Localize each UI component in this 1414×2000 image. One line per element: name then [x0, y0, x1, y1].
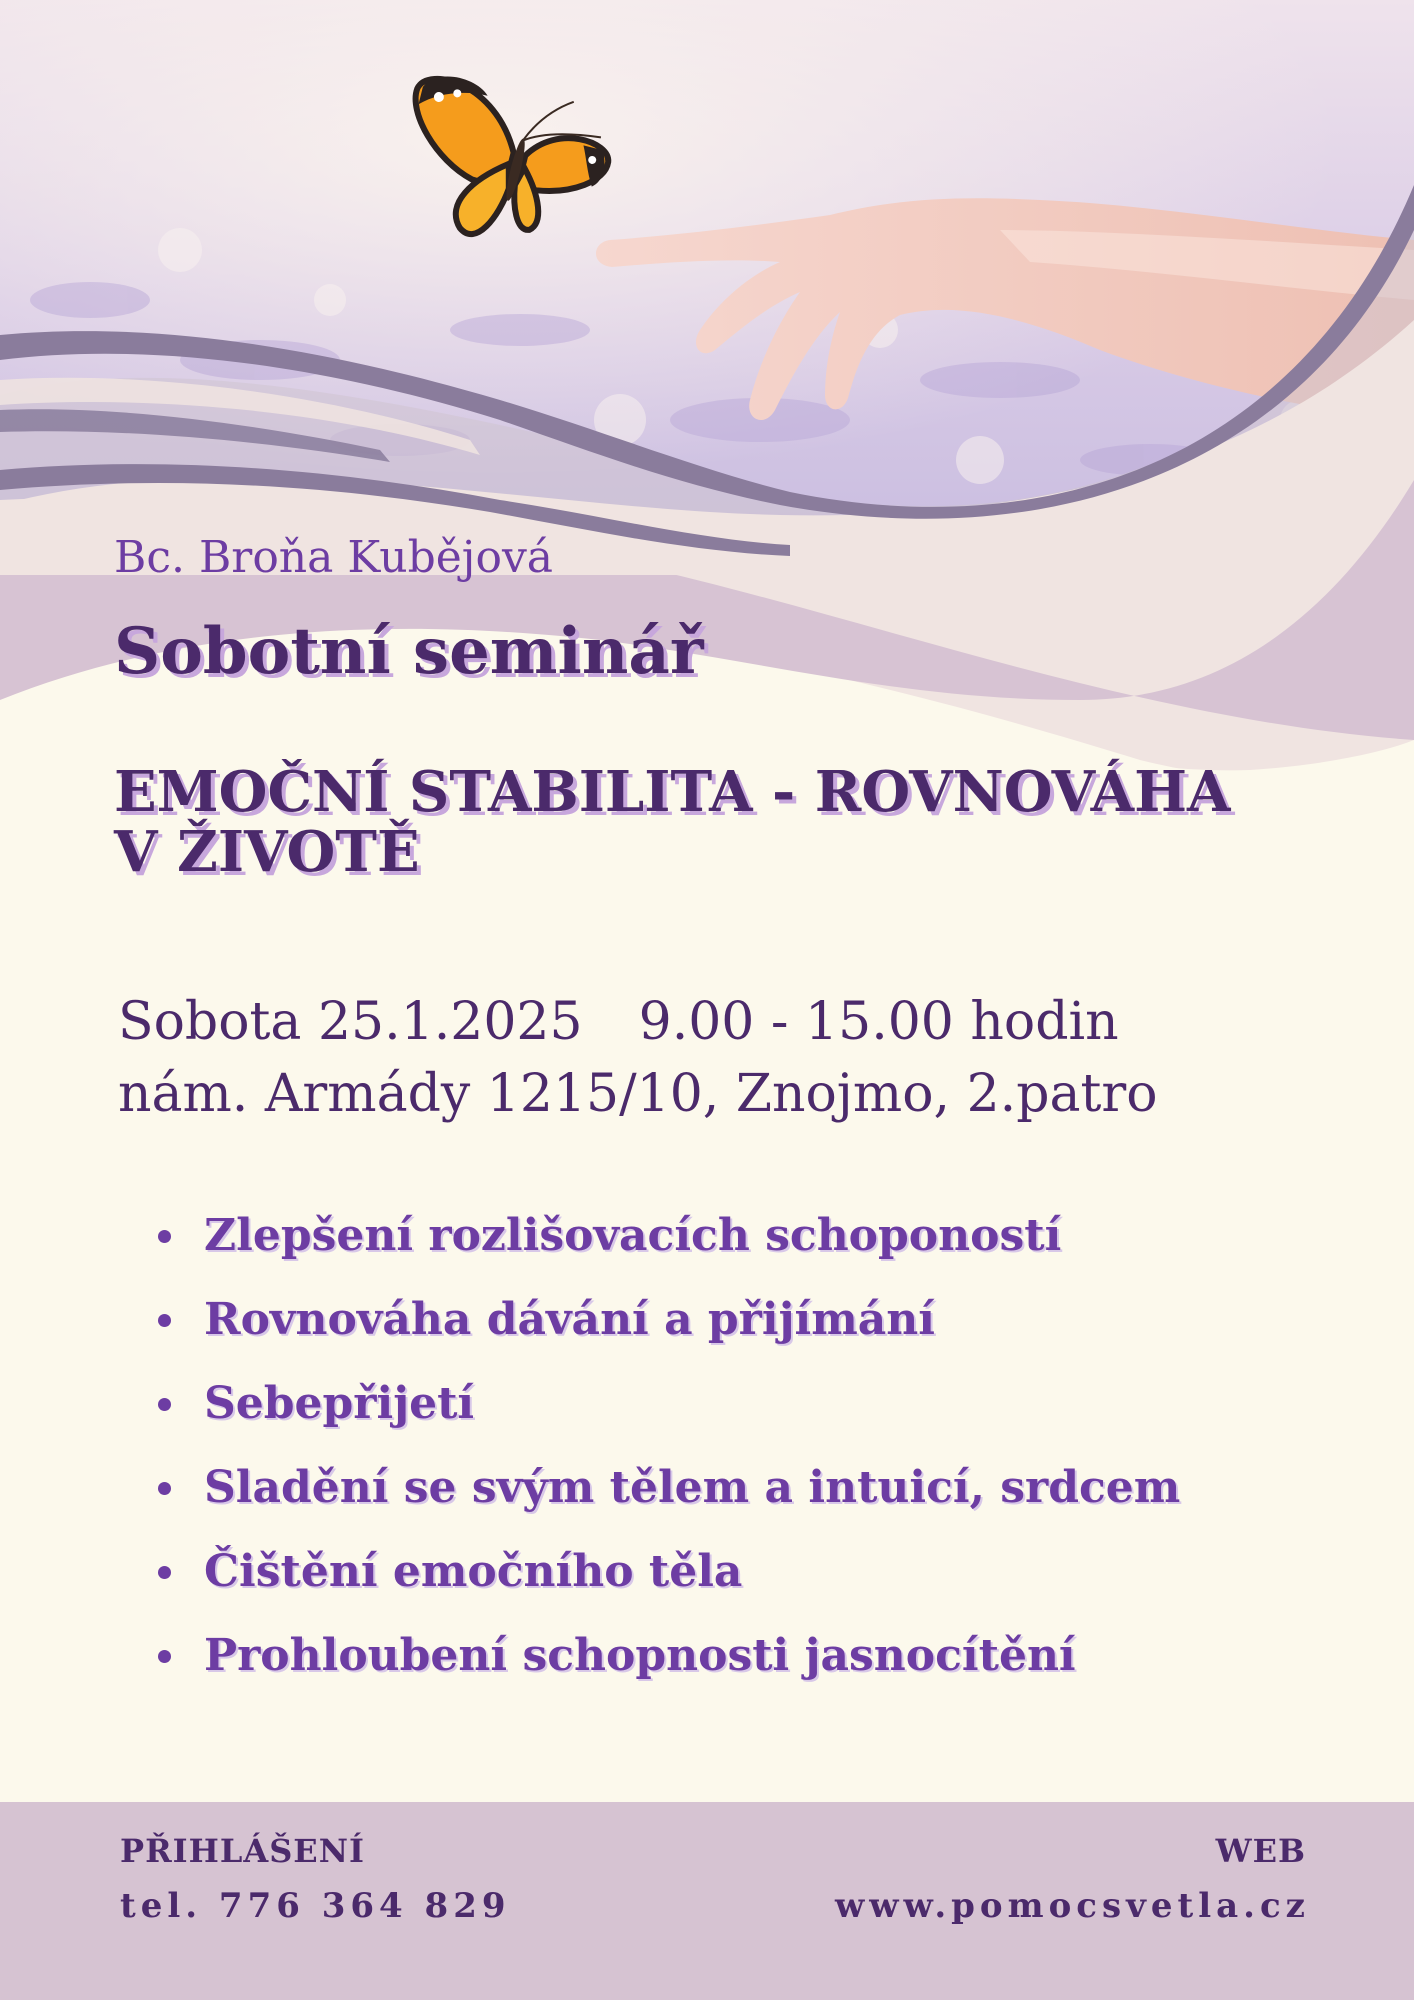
list-item: Prohloubení schopnosti jasnocítění: [204, 1614, 1180, 1698]
event-date: Sobota 25.1.2025: [118, 992, 583, 1052]
website-url: www.pomocsvetla.cz: [834, 1886, 1310, 1926]
event-info: [118, 986, 1158, 1130]
phone-number: tel. 776 364 829: [120, 1886, 511, 1926]
event-address: nám. Armády 1215/10, Znojmo, 2.patro: [118, 1064, 1158, 1124]
list-item: Rovnováha dávání a přijímání: [204, 1278, 1180, 1362]
web-label: WEB: [1215, 1832, 1306, 1870]
topic-list: [204, 1194, 1180, 1698]
date-time-row: [118, 986, 1158, 1058]
list-item: Sebepřijetí: [204, 1362, 1180, 1446]
list-item: Zlepšení rozlišovacích schopoností: [204, 1194, 1180, 1278]
headline-line-2: V ŽIVOTĚ: [114, 819, 420, 885]
list-item: Sladění se svým tělem a intuicí, srdcem: [204, 1446, 1180, 1530]
footer: [0, 1802, 1414, 2000]
author-name: Bc. Broňa Kubějová: [114, 532, 554, 583]
contact-label: PŘIHLÁŠENÍ: [120, 1832, 365, 1870]
seminar-title: Sobotní seminář: [114, 614, 704, 689]
list-item: Čištění emočního těla: [204, 1530, 1180, 1614]
headline: [114, 759, 1354, 885]
event-time: 9.00 - 15.00 hodin: [638, 992, 1119, 1052]
headline-line-1: EMOČNÍ STABILITA - ROVNOVÁHA: [114, 759, 1231, 825]
